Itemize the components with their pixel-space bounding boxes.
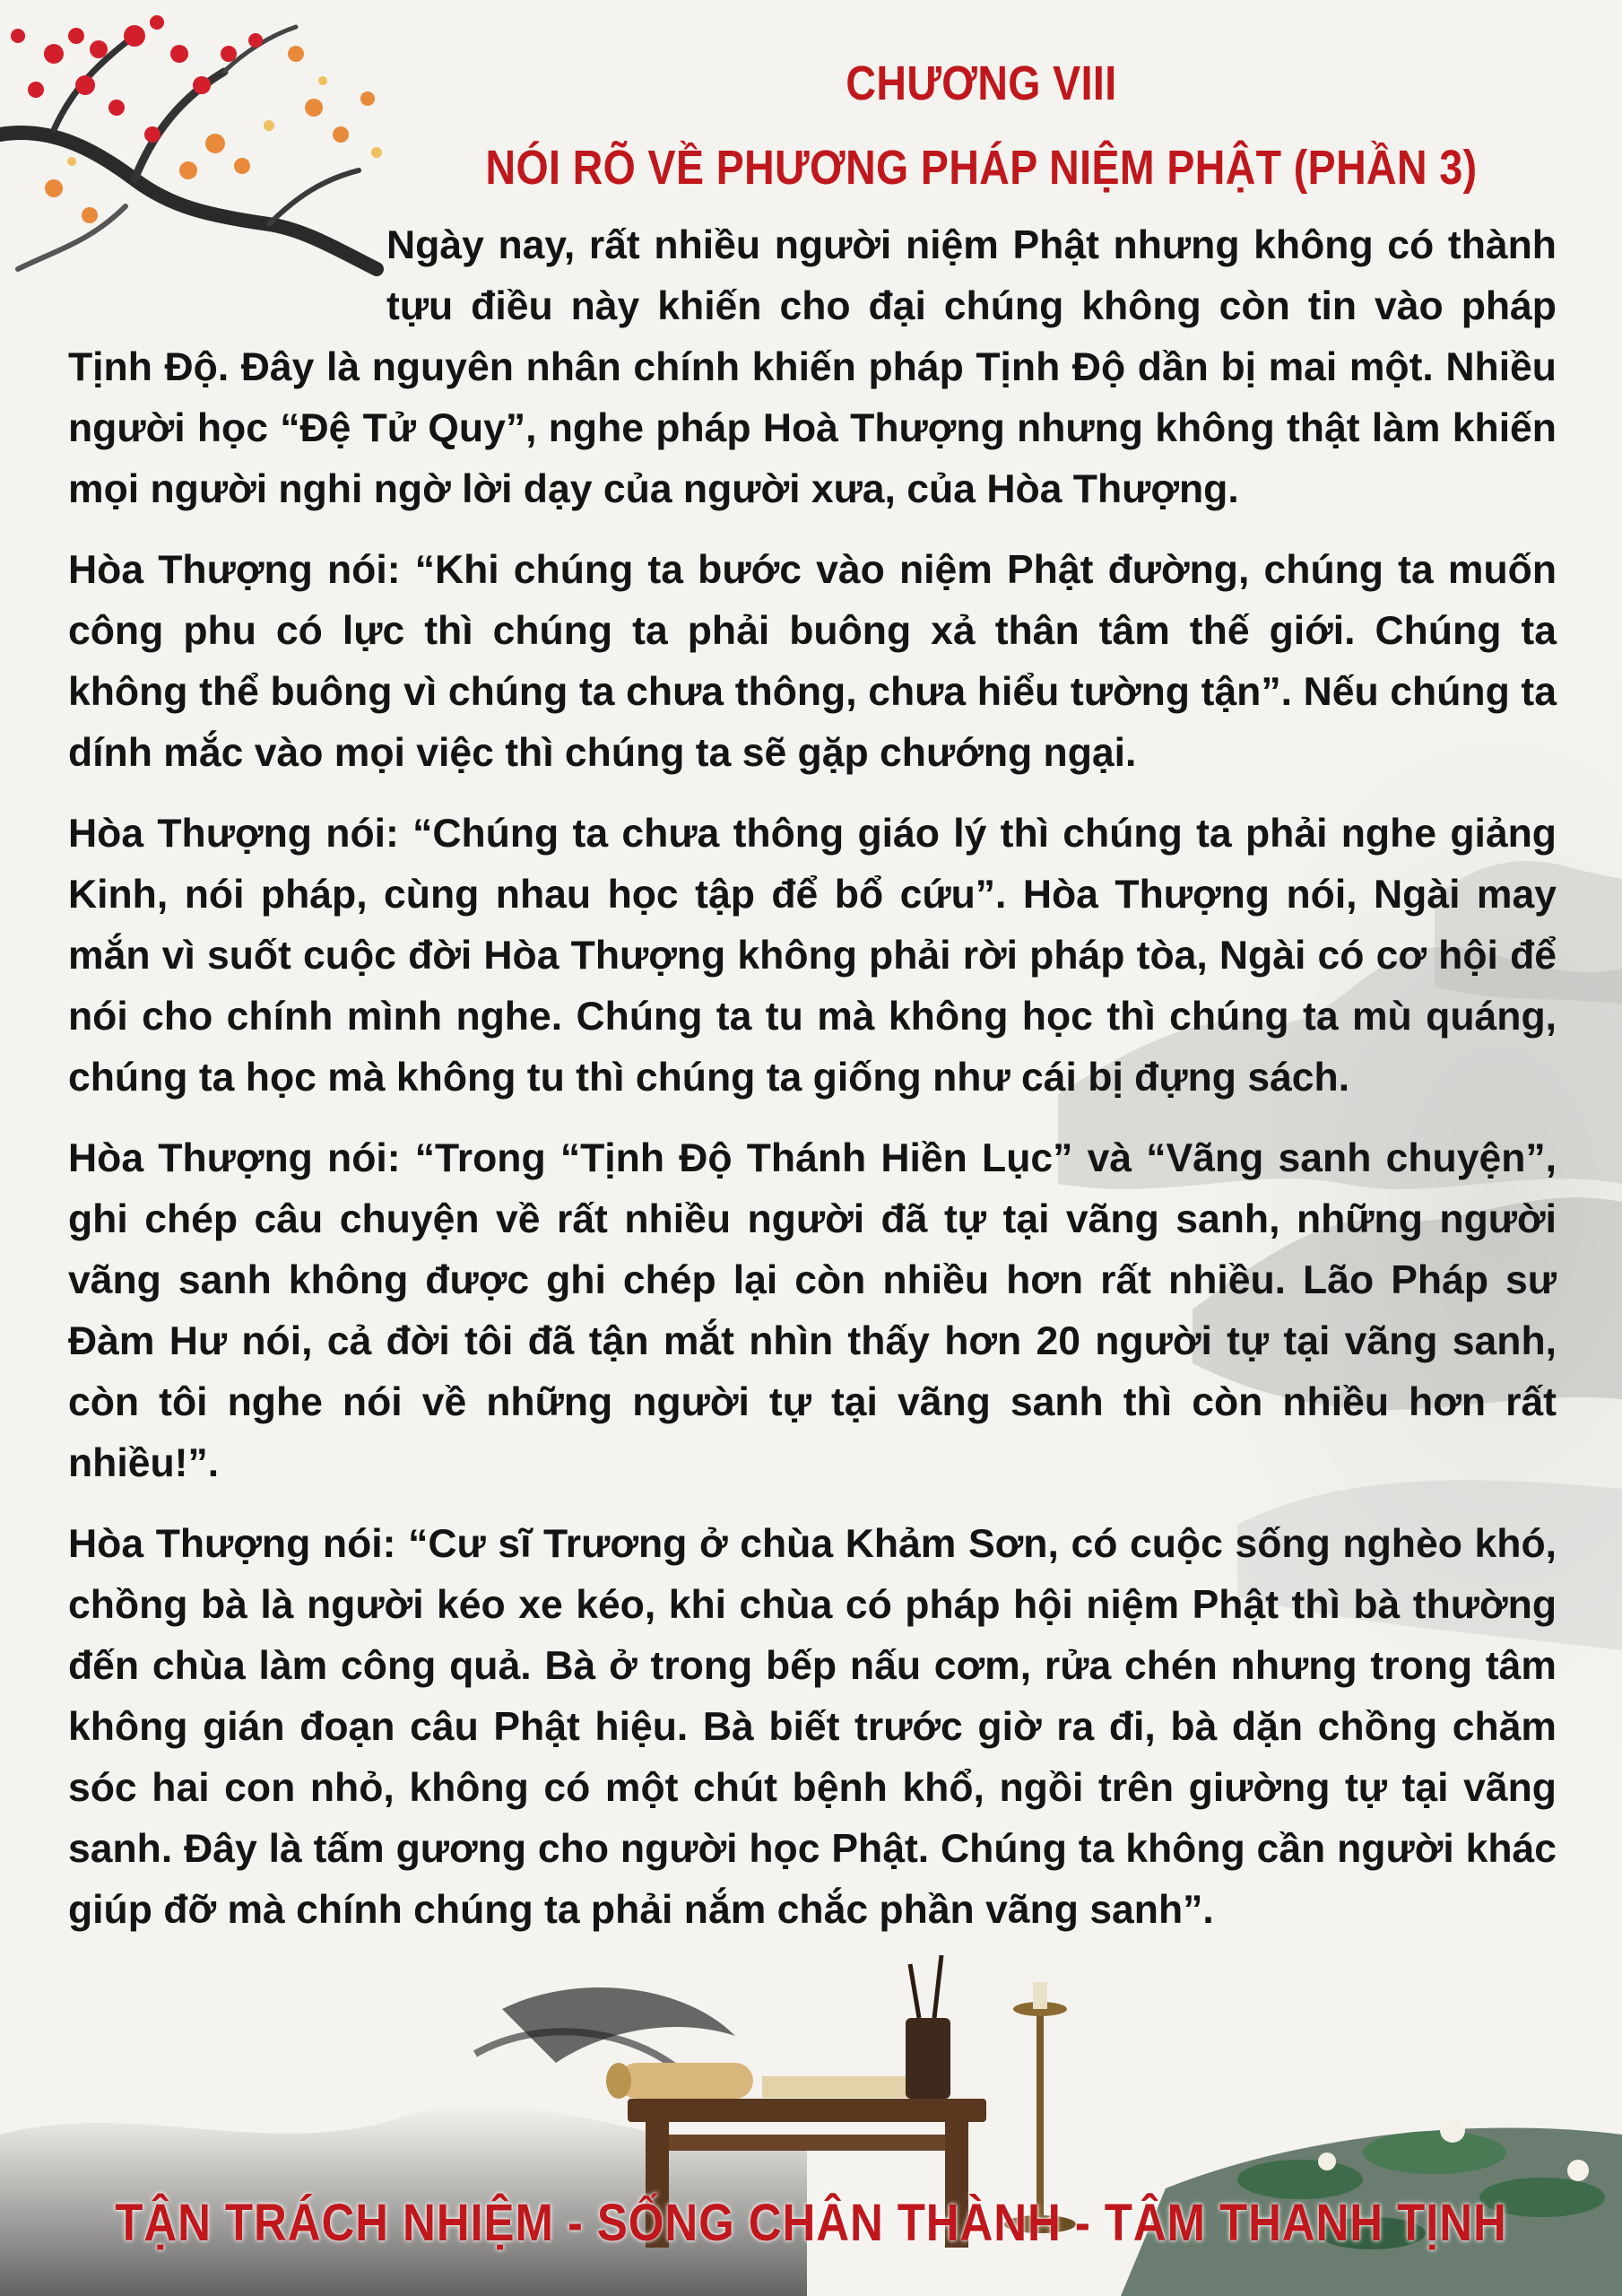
scroll [606, 2063, 941, 2099]
footer-motto: TẬN TRÁCH NHIỆM - SỐNG CHÂN THÀNH - TÂM THANH TỊNH [115, 2194, 1507, 2252]
brush-holder [906, 1955, 950, 2099]
paragraph: Ngày nay, rất nhiều người niệm Phật nhưng không có thành tựu điều này khiến cho đại chúng không còn tin vào pháp Tịnh Độ. Đây là nguyên nhân chính khiến pháp Tịnh Độ dần bị mai một. Nhiều người học “Đệ Tử Quy”, nghe pháp Hoà Thượng nhưng không thật làm khiến mọi người nghi ngờ lời dạy của người xưa, của Hòa Thượng. [68, 223, 1557, 511]
article-body [68, 215, 1557, 1961]
paragraph: Hòa Thượng nói: “Trong “Tịnh Độ Thánh Hiền Lục” và “Vãng sanh chuyện”, ghi chép câu chuyện về rất nhiều người đã tự tại vãng sanh, những người vãng sanh không được ghi chép lại còn nhiều hơn rất nhiều. Lão Pháp sư Đàm Hư nói, cả đời tôi đã tận mắt nhìn thấy hơn 20 người tự tại vãng sanh, còn tôi nghe nói về những người tự tại vãng sanh thì còn nhiều hơn rất nhiều!”. [68, 1136, 1557, 1485]
paragraph: Hòa Thượng nói: “Khi chúng ta bước vào niệm Phật đường, chúng ta muốn công phu có lực thì chúng ta phải buông xả thân tâm thế giới. Chúng ta không thể buông vì chúng ta chưa thông, chưa hiểu tường tận”. Nếu chúng ta dính mắc vào mọi việc thì chúng ta sẽ gặp chướng ngại. [68, 548, 1557, 775]
chapter-title: NÓI RÕ VỀ PHƯƠNG PHÁP NIỆM PHẬT (PHẦN 3) [485, 141, 1478, 195]
paragraph: Hòa Thượng nói: “Cư sĩ Trương ở chùa Khảm Sơn, có cuộc sống nghèo khó, chồng bà là người kéo xe kéo, khi chùa có pháp hội niệm Phật thì bà thường đến chùa làm công quả. Bà ở trong bếp nấu cơm, rửa chén nhưng trong tâm không gián đoạn câu Phật hiệu. Bà biết trước giờ ra đi, bà dặn chồng chăm sóc hai con nhỏ, không có một chút bệnh khổ, ngồi trên giường tự tại vãng sanh. Đây là tấm gương cho người học Phật. Chúng ta không cần người khác giúp đỡ mà chính chúng ta phải nắm chắc phần vãng sanh”. [68, 1522, 1557, 1932]
chapter-heading: CHƯƠNG VIII [846, 57, 1117, 110]
paragraph: Hòa Thượng nói: “Chúng ta chưa thông giáo lý thì chúng ta phải nghe giảng Kinh, nói pháp, cùng nhau học tập để bổ cứu”. Hòa Thượng nói, Ngài may mắn vì suốt cuộc đời Hòa Thượng không phải rời pháp tòa, Ngài có cơ hội để nói cho chính mình nghe. Chúng ta tu mà không học thì chúng ta mù quáng, chúng ta học mà không tu thì chúng ta giống như cái bị đựng sách. [68, 812, 1557, 1100]
